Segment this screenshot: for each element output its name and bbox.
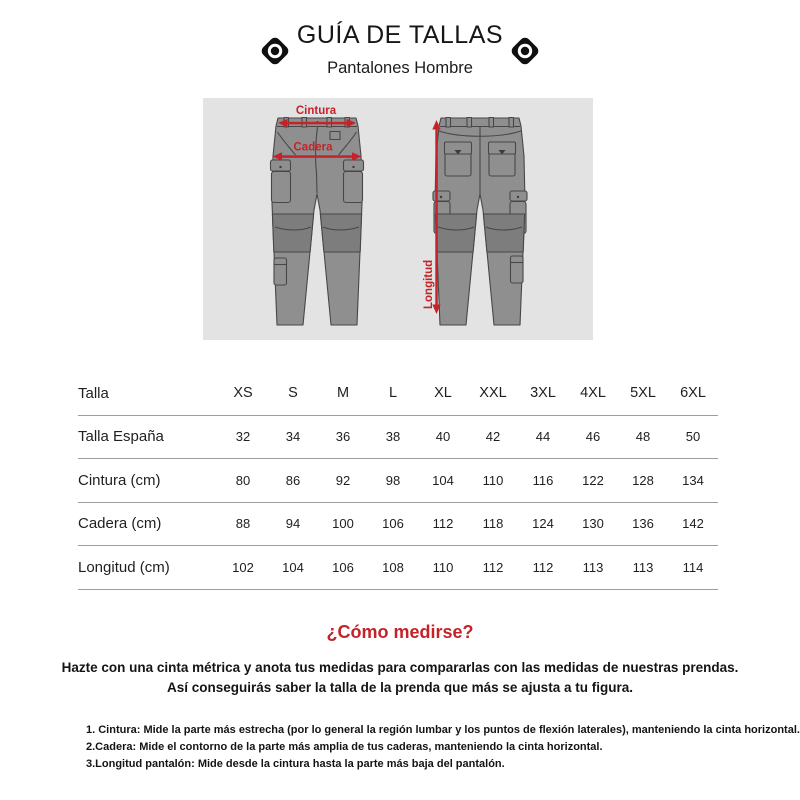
size-column-header: XL [434,385,452,402]
waist-measure-label: Cintura [295,105,337,117]
measure-step: 1. Cintura: Mide la parte más estrecha (por lo general la región lumbar y los puntos de flexión laterales), manteniendo la cinta horizontal. [86,724,800,736]
pants-measurement-figure [203,98,593,340]
how-to-measure-heading: ¿Cómo medirse? [326,622,474,642]
size-value-cell: 40 [435,429,451,445]
size-column-header: 3XL [530,385,556,402]
row-label: Talla [78,384,109,402]
size-value-cell: 130 [582,516,604,532]
size-value-cell: 106 [332,559,354,575]
size-column-header: XXL [479,385,507,402]
size-table-header-row [78,372,718,416]
size-value-cell: 38 [385,429,401,445]
size-column-header: 5XL [630,385,656,402]
size-value-cell: 42 [485,429,501,445]
size-value-cell: 92 [335,472,351,488]
size-column-header: 4XL [580,385,606,402]
length-measure-label: Longitud [423,259,435,309]
measure-steps-list [86,722,800,773]
size-column-header: XS [233,385,253,402]
size-table-row [78,546,718,590]
size-table-row [78,416,718,460]
size-value-cell: 102 [232,559,254,575]
size-column-header: 6XL [680,385,706,402]
size-value-cell: 124 [532,516,554,532]
size-value-cell: 36 [335,429,351,445]
page-subtitle: Pantalones Hombre [327,59,473,77]
size-value-cell: 88 [235,516,251,532]
size-value-cell: 50 [685,429,701,445]
size-value-cell: 112 [432,516,454,532]
size-value-cell: 44 [535,429,551,445]
intro-line: Hazte con una cinta métrica y anota tus medidas para compararlas con las medidas de nuestras prendas. [61,660,739,675]
intro-line: Así conseguirás saber la talla de la prenda que más se ajusta a tu figura. [167,680,633,695]
measure-step: 3.Longitud pantalón: Mide desde la cintura hasta la parte más baja del pantalón. [86,758,505,770]
size-value-cell: 80 [235,472,251,488]
size-value-cell: 110 [482,472,504,488]
size-value-cell: 114 [682,559,704,575]
size-value-cell: 113 [582,559,604,575]
size-value-cell: 104 [282,559,304,575]
size-value-cell: 48 [635,429,651,445]
page-title: GUÍA DE TALLAS [296,21,504,49]
size-value-cell: 118 [482,516,504,532]
size-value-cell: 112 [482,559,504,575]
size-table [78,372,718,590]
size-value-cell: 134 [682,472,704,488]
row-label: Cadera (cm) [78,515,162,533]
row-label: Talla España [78,428,164,446]
size-value-cell: 122 [582,472,604,488]
size-value-cell: 136 [632,516,654,532]
size-value-cell: 94 [285,516,301,532]
size-value-cell: 34 [285,429,301,445]
size-table-row [78,459,718,503]
size-value-cell: 100 [332,516,354,532]
how-to-measure-intro [0,658,800,698]
size-value-cell: 112 [532,559,554,575]
pants-back-view [433,118,527,326]
size-value-cell: 104 [432,472,454,488]
size-value-cell: 98 [385,472,401,488]
pants-illustration [203,98,593,340]
row-label: Longitud (cm) [78,558,170,576]
size-value-cell: 108 [382,559,404,575]
size-value-cell: 86 [285,472,301,488]
size-value-cell: 106 [382,516,404,532]
measure-step: 2.Cadera: Mide el contorno de la parte más amplia de tus caderas, manteniendo la cinta horizontal. [86,741,603,753]
row-label: Cintura (cm) [78,471,161,489]
size-value-cell: 113 [632,559,654,575]
size-value-cell: 46 [585,429,601,445]
size-value-cell: 116 [532,472,554,488]
hip-measure-label: Cadera [293,141,333,154]
size-column-header: M [336,385,350,402]
size-column-header: S [288,385,298,402]
size-value-cell: 110 [432,559,454,575]
size-table-row [78,503,718,547]
size-value-cell: 142 [682,516,704,532]
size-column-header: L [388,385,398,402]
size-value-cell: 32 [235,429,251,445]
size-value-cell: 128 [632,472,654,488]
